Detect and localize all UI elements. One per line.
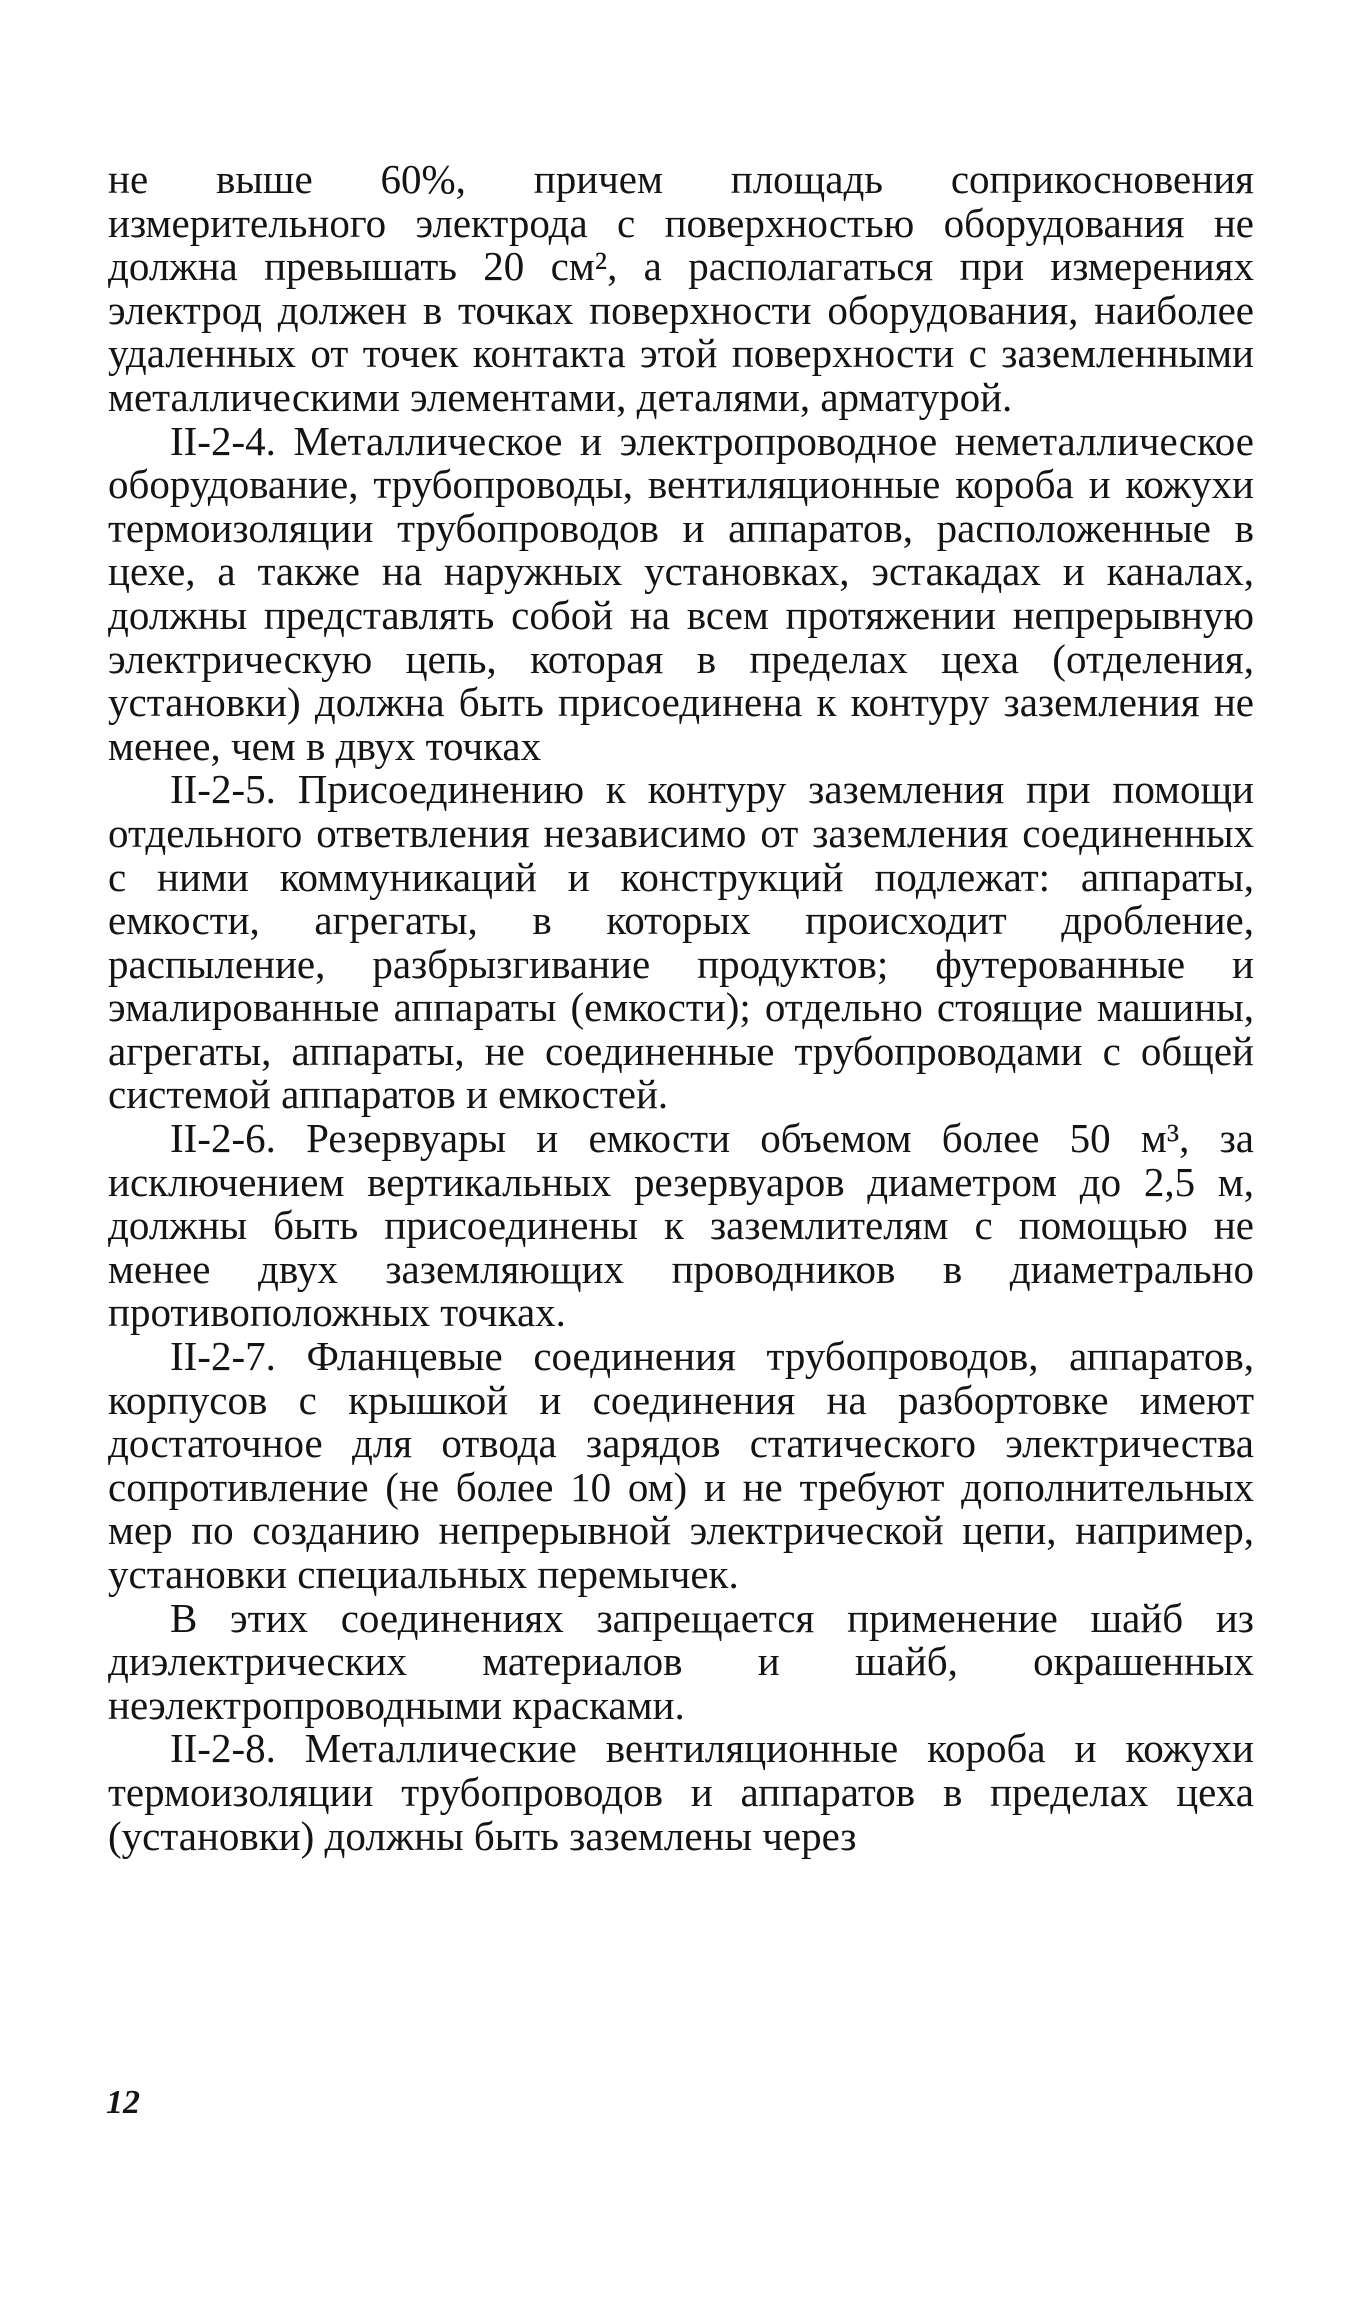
body-text <box>108 158 1254 1858</box>
paragraph-ii-2-8: II-2-8. Металлические вентиляционные короба и кожухи термоизоляции трубопроводов и аппаратов в пределах цеха (установки) должны быть заземлены через <box>108 1725 1254 1859</box>
paragraph-ii-2-6: II-2-6. Резервуары и емкости объемом более 50 м³, за исключением вертикальных резервуаров диаметром до 2,5 м, должны быть присоединены к заземлителям с помощью не менее двух заземляющих проводников в диаметрально противоположных точках. <box>108 1115 1254 1336</box>
page-number: 12 <box>106 2084 140 2121</box>
paragraph-continuation: не выше 60%, причем площадь соприкосновения измерительного электрода с поверхностью оборудования не должна превышать 20 см², а располагаться при измерениях электрод должен в точках поверхности оборудования, наиболее удаленных от точек контакта этой поверхности с заземленными металлическими элементами, деталями, арматурой. <box>108 156 1254 420</box>
paragraph-ii-2-5: II-2-5. Присоединению к контуру заземления при помощи отдельного ответвления независимо от заземления соединенных с ними коммуникаций и конструкций подлежат: аппараты, емкости, агрегаты, в которых происходит дробление, распыление, разбрызгивание продуктов; футерованные и эмалированные аппараты (емкости); отдельно стоящие машины, агрегаты, аппараты, не соединенные трубопроводами с общей системой аппаратов и емкостей. <box>108 766 1254 1118</box>
paragraph-washers: В этих соединениях запрещается применение шайб из диэлектрических материалов и шайб, окрашенных неэлектропроводными красками. <box>108 1594 1254 1728</box>
paragraph-ii-2-4: II-2-4. Металлическое и электропроводное неметаллическое оборудование, трубопроводы, вентиляционные короба и кожухи термоизоляции трубопроводов и аппаратов, расположенные в цехе, а также на наружных установках, эстакадах и каналах, должны представлять собой на всем протяжении непрерывную электрическую цепь, которая в пределах цеха (отделения, установки) должна быть присоединена к контуру заземления не менее, чем в двух точках <box>108 417 1254 769</box>
paragraph-ii-2-7: II-2-7. Фланцевые соединения трубопроводов, аппаратов, корпусов с крышкой и соединения на разбортовке имеют достаточное для отвода зарядов статического электричества сопротивление (не более 10 ом) и не требуют дополнительных мер по созданию непрерывной электрической цепи, например, установки специальных перемычек. <box>108 1333 1254 1597</box>
